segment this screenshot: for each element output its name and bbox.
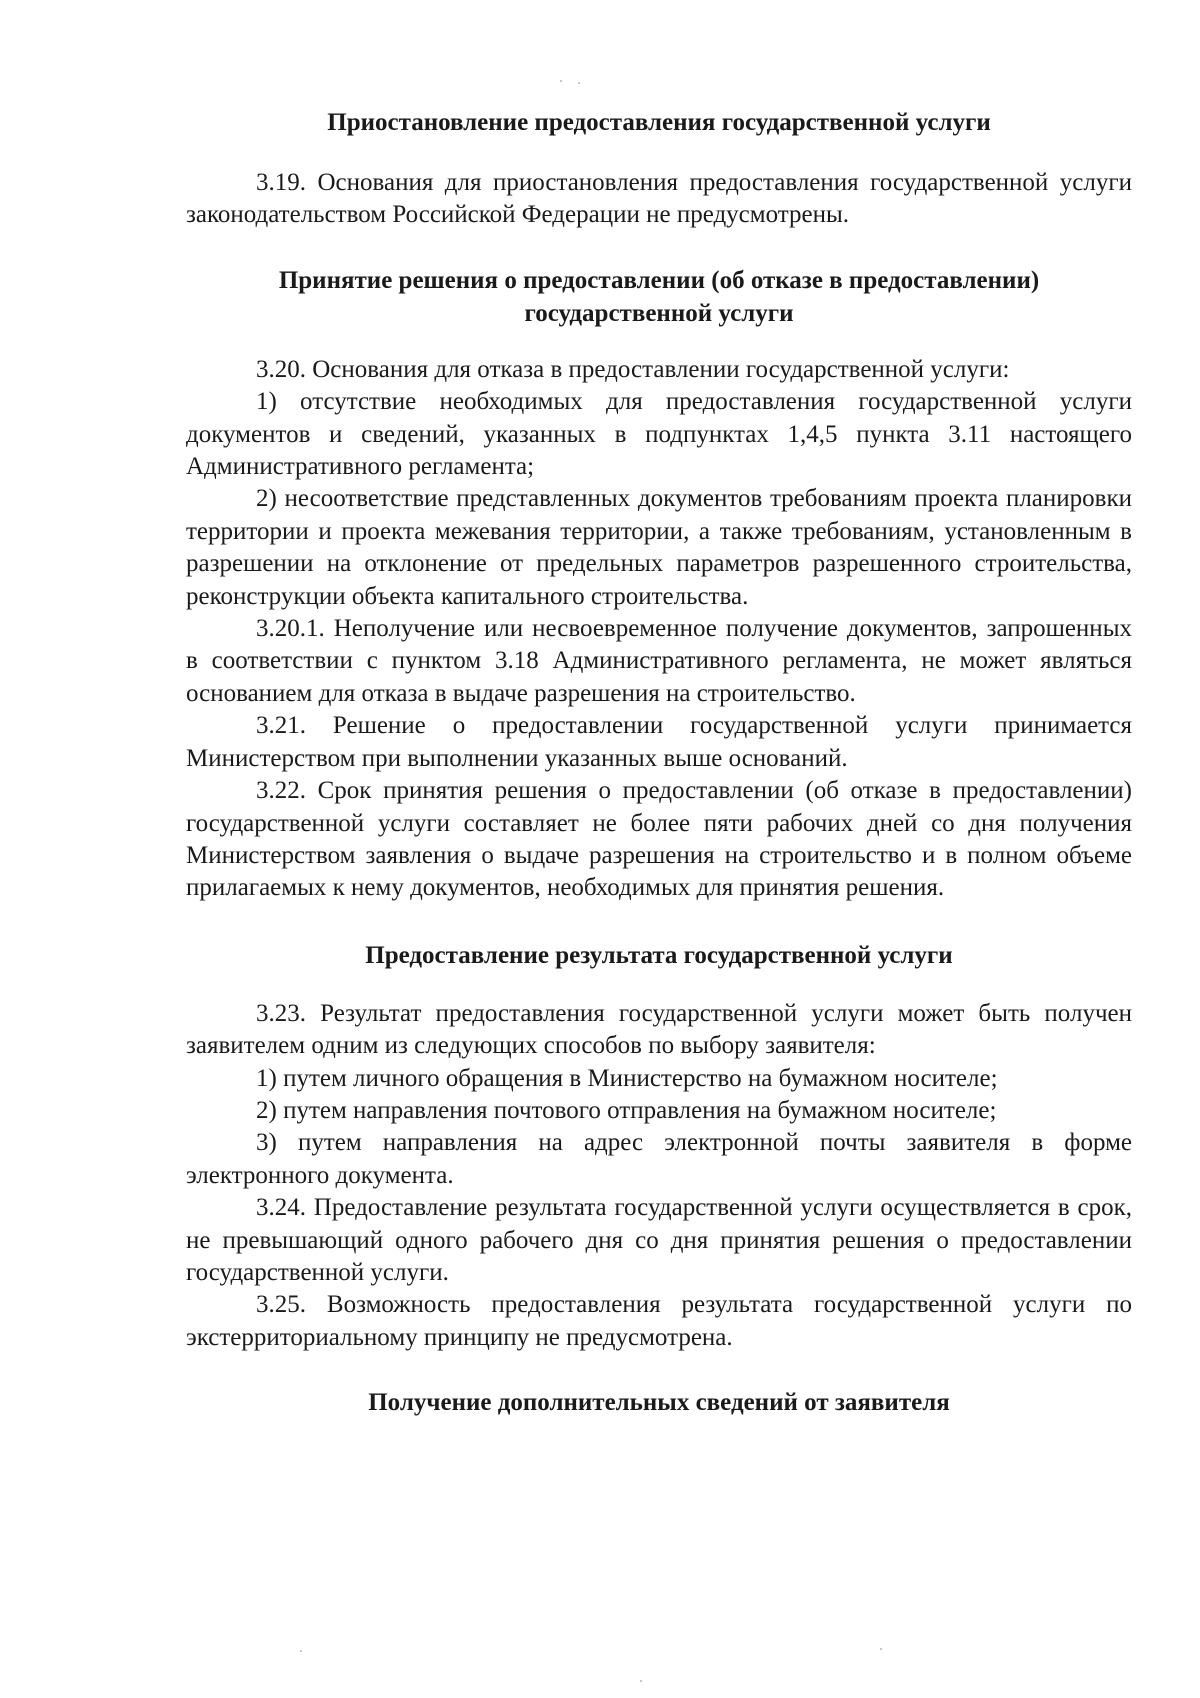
paragraph-3-23-item-2: 2) путем направления почтового отправления на бумажном носителе; (256, 1096, 997, 1124)
paragraph-3-25: 3.25. Возможность предоставления результата государственной услуги по экстерриториальному принципу не предусмотрена. (186, 1291, 1132, 1351)
paragraph-3-23-item-3: 3) путем направления на адрес электронной почты заявителя в форме электронного документа. (186, 1129, 1132, 1189)
paragraph-3-23: 3.23. Результат предоставления государственной услуги может быть получен заявителем одним из следующих способов по выбору заявителя: (186, 999, 1132, 1060)
scan-speck (300, 1650, 302, 1652)
paragraph-3-20: 3.20. Основания для отказа в предоставлении государственной услуги: (256, 355, 1010, 383)
scan-speck (578, 82, 580, 84)
scan-speck (640, 1680, 642, 1682)
paragraph-3-20-item-1: 1) отсутствие необходимых для предоставления государственной услуги документов и сведений, указанных в подпунктах 1,4,5 пункта 3.11 настоящего Административного регламента; (186, 388, 1132, 481)
paragraph-3-20-item-2: 2) несоответствие представленных документов требованиям проекта планировки территории и проекта межевания территории, а также требованиям, установленным в разрешении на отклонение от предельных параметров разрешенного строительства, реконструкции объекта капитального строительства. (186, 485, 1132, 610)
paragraph-3-20-1: 3.20.1. Неполучение или несвоевременное получение документов, запрошенных в соответствии с пунктом 3.18 Административного регламента, не может являться основанием для отказа в выдаче разрешения на строительство. (186, 615, 1132, 707)
document-page (186, 106, 1132, 1419)
scan-speck (880, 1648, 882, 1650)
paragraph-3-23-item-1: 1) путем личного обращения в Министерство на бумажном носителе; (256, 1064, 998, 1092)
paragraph-3-19: 3.19. Основания для приостановления предоставления государственной услуги законодательством Российской Федерации не предусмотрены. (186, 169, 1132, 229)
paragraph-3-21: 3.21. Решение о предоставлении государственной услуги принимается Министерством при выполнении указанных выше оснований. (186, 712, 1132, 772)
paragraph-3-24: 3.24. Предоставление результата государственной услуги осуществляется в срок, не превышающий одного рабочего дня со дня принятия решения о предоставлении государственной услуги. (186, 1194, 1132, 1286)
heading-decision: Принятие решения о предоставлении (об отказе в предоставлении) государственной услуги (278, 266, 1040, 327)
heading-result: Предоставление результата государственной услуги (365, 941, 953, 969)
paragraph-3-22: 3.22. Срок принятия решения о предоставлении (об отказе в предоставлении) государственной услуги составляет не более пяти рабочих дней со дня получения Министерством заявления о выдаче разрешения на строительство и в полном объеме прилагаемых к нему документов, необходимых для принятия решения. (186, 777, 1132, 902)
scan-speck (560, 80, 562, 82)
heading-suspension: Приостановление предоставления государственной услуги (327, 109, 991, 136)
heading-additional-info: Получение дополнительных сведений от заявителя (368, 1389, 950, 1417)
